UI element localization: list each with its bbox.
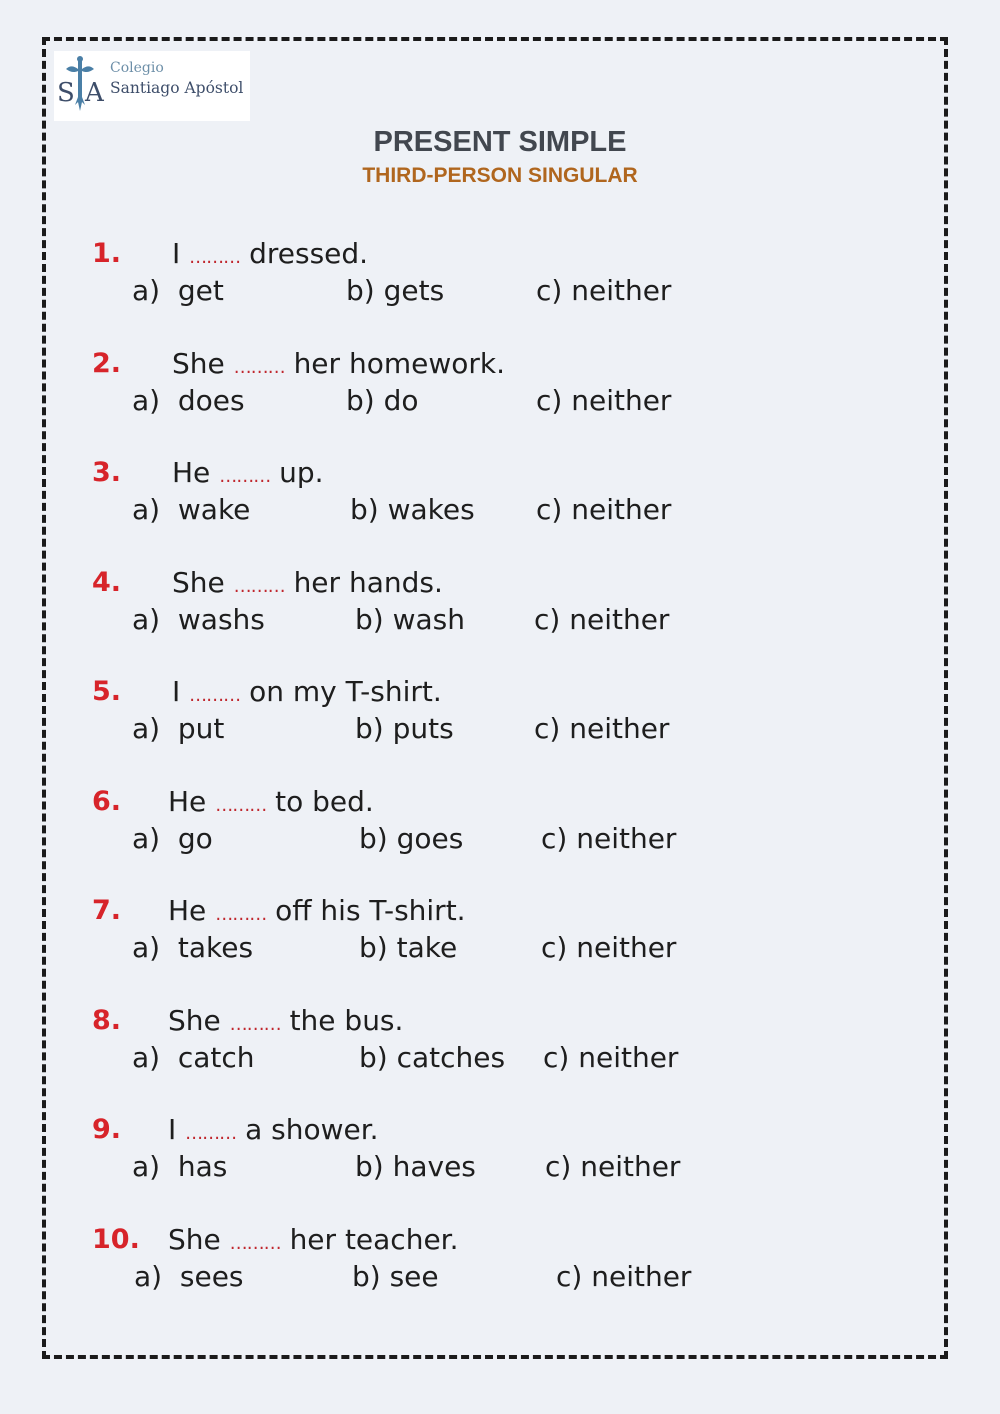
question-item	[0, 1224, 1000, 1334]
option-b[interactable]: b) haves	[355, 1150, 476, 1183]
question-number: 7.	[92, 895, 122, 926]
option-a[interactable]: a) go	[132, 821, 213, 855]
option-b[interactable]: b) do	[346, 383, 419, 417]
option-a[interactable]: a) takes	[132, 931, 254, 964]
question-number: 4.	[92, 566, 122, 598]
option-c[interactable]: c) neither	[541, 931, 677, 964]
question-sentence	[168, 894, 466, 927]
option-a[interactable]: a) wake	[132, 493, 251, 526]
option-a[interactable]: a) does	[132, 383, 245, 417]
answer-blank[interactable]: ………	[229, 1232, 281, 1254]
option-c[interactable]: c) neither	[545, 1150, 681, 1183]
question-number: 8.	[92, 1004, 122, 1036]
sentence-start: I	[172, 675, 181, 708]
answer-blank[interactable]: ………	[233, 575, 285, 597]
option-c[interactable]: c) neither	[541, 821, 677, 855]
question-number: 2.	[92, 347, 122, 379]
question-item	[0, 786, 1000, 896]
logo-line-2: Santiago Apóstol	[110, 79, 244, 97]
question-item	[0, 1114, 1000, 1224]
sentence-end: dressed.	[249, 237, 369, 270]
svg-text:S: S	[57, 78, 75, 108]
option-c[interactable]: c) neither	[536, 493, 672, 526]
answer-blank[interactable]: ………	[233, 356, 285, 378]
question-sentence	[172, 237, 368, 270]
sentence-end: to bed.	[275, 784, 374, 818]
sentence-end: on my T-shirt.	[249, 675, 442, 708]
sentence-end: her teacher.	[289, 1222, 459, 1256]
option-b[interactable]: b) gets	[346, 274, 445, 307]
question-item	[0, 567, 1000, 677]
option-a[interactable]: a) has	[132, 1150, 228, 1183]
question-item	[0, 457, 1000, 567]
question-sentence	[172, 675, 442, 708]
option-b[interactable]: b) take	[359, 931, 458, 964]
question-sentence	[172, 456, 324, 489]
option-b[interactable]: b) wakes	[350, 493, 475, 526]
option-a[interactable]: a) catch	[132, 1040, 255, 1074]
question-item	[0, 676, 1000, 786]
option-a[interactable]: a) get	[132, 274, 224, 307]
answer-blank[interactable]: ………	[229, 1013, 281, 1035]
sentence-end: a shower.	[245, 1113, 379, 1146]
option-a[interactable]: a) put	[132, 712, 225, 745]
question-sentence	[172, 347, 505, 380]
sentence-end: her hands.	[293, 565, 443, 599]
question-sentence	[172, 566, 443, 599]
option-b[interactable]: b) see	[352, 1259, 439, 1293]
question-item	[0, 1005, 1000, 1115]
school-logo	[54, 51, 250, 121]
page-subtitle: THIRD-PERSON SINGULAR	[362, 164, 638, 187]
sentence-start: She	[168, 1003, 221, 1037]
option-c[interactable]: c) neither	[543, 1040, 679, 1074]
page-title: PRESENT SIMPLE	[373, 126, 627, 158]
sentence-end: the bus.	[289, 1003, 404, 1037]
sentence-start: She	[172, 346, 225, 380]
svg-text:A: A	[85, 78, 104, 108]
option-c[interactable]: c) neither	[536, 274, 672, 307]
cross-of-saint-james-icon	[56, 53, 108, 115]
question-number: 5.	[92, 676, 122, 707]
sentence-start: He	[172, 456, 211, 489]
question-item	[0, 895, 1000, 1005]
answer-blank[interactable]: ………	[189, 685, 241, 706]
question-number: 9.	[92, 1114, 122, 1145]
sentence-end: off his T-shirt.	[275, 894, 466, 927]
option-c[interactable]: c) neither	[534, 602, 670, 636]
answer-blank[interactable]: ………	[189, 247, 241, 268]
answer-blank[interactable]: ………	[185, 1123, 237, 1144]
question-number: 3.	[92, 457, 122, 488]
option-b[interactable]: b) wash	[355, 602, 465, 636]
logo-line-1: Colegio	[110, 60, 164, 76]
question-sentence	[168, 1004, 403, 1037]
option-b[interactable]: b) goes	[359, 821, 464, 855]
option-b[interactable]: b) catches	[359, 1040, 506, 1074]
question-sentence	[168, 1113, 379, 1146]
answer-blank[interactable]: ………	[219, 466, 271, 487]
option-c[interactable]: c) neither	[534, 712, 670, 745]
option-a[interactable]: a) washs	[132, 602, 265, 636]
option-c[interactable]: c) neither	[536, 383, 672, 417]
question-item	[0, 348, 1000, 458]
sentence-end: up.	[279, 456, 324, 489]
question-number: 10.	[92, 1223, 140, 1255]
answer-blank[interactable]: ………	[215, 904, 267, 925]
option-c[interactable]: c) neither	[556, 1259, 692, 1293]
question-sentence	[168, 785, 374, 818]
sentence-start: He	[168, 784, 207, 818]
answer-blank[interactable]: ………	[215, 794, 267, 816]
option-a[interactable]: a) sees	[134, 1259, 244, 1293]
sentence-start: I	[172, 237, 181, 270]
sentence-start: He	[168, 894, 207, 927]
question-item	[0, 238, 1000, 348]
sentence-start: She	[168, 1222, 221, 1256]
sentence-end: her homework.	[293, 346, 505, 380]
option-b[interactable]: b) puts	[355, 712, 454, 745]
question-number: 1.	[92, 238, 122, 269]
sentence-start: She	[172, 565, 225, 599]
sentence-start: I	[168, 1113, 177, 1146]
question-number: 6.	[92, 785, 122, 817]
question-sentence	[168, 1223, 459, 1256]
